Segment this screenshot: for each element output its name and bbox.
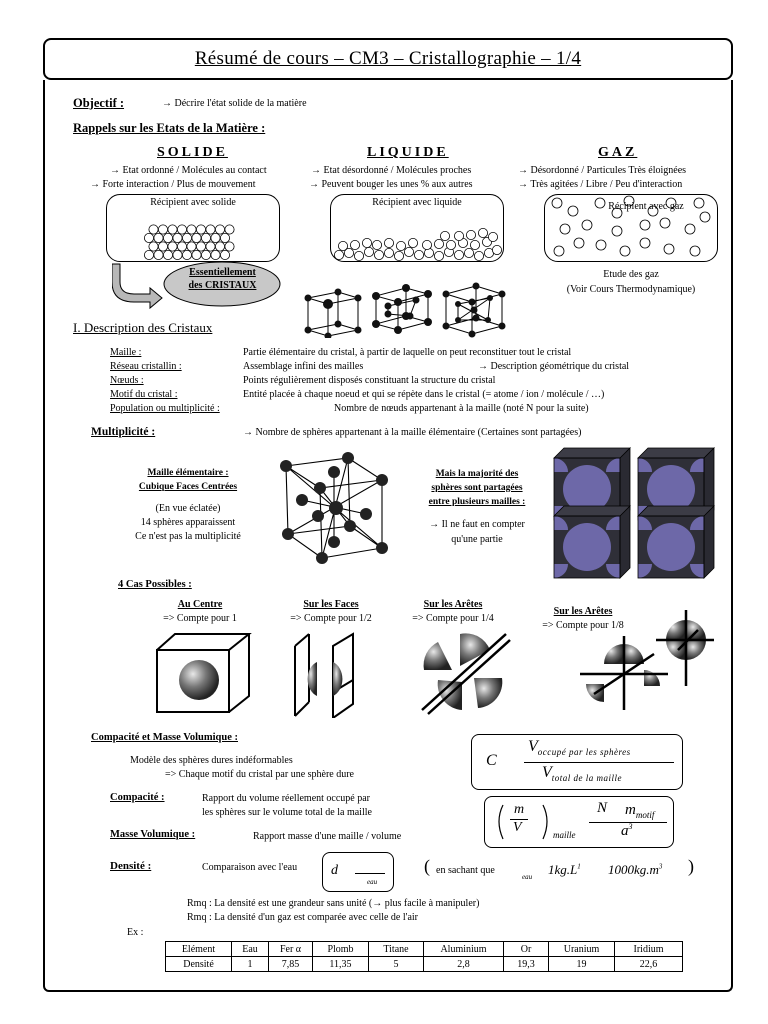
- multiplicite-label: Multiplicité :: [91, 426, 156, 438]
- case-faces: [276, 598, 386, 626]
- case-aretes: [398, 598, 508, 626]
- gaz-note: [544, 267, 718, 297]
- container-gaz: [544, 194, 718, 262]
- solide-line2: → Forte interaction / Plus de mouvement: [90, 179, 256, 190]
- solid-particle: [192, 250, 201, 259]
- case-aretes-title: Sur les Arêtes: [423, 599, 483, 610]
- hint-open-paren: (: [424, 856, 430, 876]
- solid-particle: [201, 250, 210, 259]
- case-aretes-text: => Compte pour 1/4: [412, 613, 494, 624]
- hint-v2: [608, 862, 662, 878]
- hint-close-paren: ): [688, 856, 694, 876]
- title-box: [43, 38, 733, 80]
- solid-particle: [187, 242, 196, 251]
- liquid-particle: [334, 250, 343, 259]
- densite-bar: [355, 873, 385, 874]
- liquid-particle: [396, 241, 405, 250]
- def-text-maille: Partie élémentaire du cristal, à partir de laquelle on peut reconstituer tout le cristal: [243, 347, 572, 358]
- liquid-particle: [440, 231, 449, 240]
- maille-desc2: 14 sphères apparaissent: [140, 517, 236, 528]
- rmq1: Rmq : La densité est une grandeur sans unité (→ plus facile à manipuler): [187, 898, 480, 909]
- majority-desc: [412, 517, 542, 547]
- table-cell: 19,3: [504, 957, 549, 972]
- liquid-particle: [384, 238, 393, 247]
- compacite-line1: Rapport du volume réellement occupé par: [202, 793, 370, 804]
- table-header-row: [166, 942, 683, 957]
- liquid-particle: [350, 240, 359, 249]
- solide-line1: → Etat ordonné / Molécules au contact: [110, 165, 267, 176]
- majority-l1: Mais la majorité des: [435, 469, 519, 479]
- solid-particle: [163, 233, 172, 242]
- solid-particle: [196, 242, 205, 251]
- model-line2: => Chaque motif du cristal par une sphère dure: [165, 769, 354, 780]
- rho-a-val: a: [621, 823, 629, 839]
- def-text-motif: Entité placée à chaque noeud et qui se répète dans le cristal (= atome / ion / molécule / …): [243, 389, 605, 400]
- formula-num-sub: occupé par les sphères: [537, 747, 631, 758]
- solid-particle: [177, 225, 186, 234]
- liquid-particle: [464, 248, 473, 257]
- liquid-particle: [404, 247, 413, 256]
- container-liquide: [330, 194, 504, 262]
- liquid-particle: [492, 245, 501, 254]
- maille-desc1: (En vue éclatée): [155, 503, 221, 514]
- case-sommets-title: Sur les Arêtes: [553, 606, 613, 617]
- case-faces-title: Sur les Faces: [303, 599, 359, 610]
- table-header-cell: Aluminium: [424, 942, 504, 957]
- hint-v2-val: 1000kg.m: [608, 862, 659, 877]
- solid-particle: [182, 250, 191, 259]
- liquide-line1: → Etat désordonné / Molécules proches: [311, 165, 472, 176]
- formula-den-v: V: [542, 764, 552, 781]
- liquid-particle: [466, 230, 475, 239]
- ellipse-line2: des CRISTAUX: [188, 280, 257, 291]
- solid-particle: [158, 225, 167, 234]
- rho-v: V: [513, 820, 522, 835]
- liquid-particle: [372, 240, 381, 249]
- liquid-particle: [454, 231, 463, 240]
- liquid-particle: [446, 240, 455, 249]
- densite-d-sub: eau: [367, 878, 378, 886]
- solid-particle: [154, 250, 163, 259]
- formula-c: C: [486, 752, 497, 769]
- formula-den-sub: total de la maille: [551, 773, 623, 784]
- liquid-particle: [384, 248, 393, 257]
- container-solide-label: Récipient avec solide: [150, 197, 236, 208]
- page-title: Résumé de cours – CM3 – Cristallographie – 1/4: [194, 48, 582, 69]
- table-cell: 7,85: [269, 957, 313, 972]
- majority-l3: entre plusieurs mailles :: [428, 497, 526, 507]
- maille-title1: Maille élémentaire :: [147, 468, 229, 478]
- liquid-particle: [364, 247, 373, 256]
- def-text-noeuds: Points régulièrement disposés constituant la structure du cristal: [243, 375, 496, 386]
- table-cell: 5: [369, 957, 424, 972]
- fcc-exploded-diagram: [272, 450, 400, 570]
- densite-text: Comparaison avec l'eau: [202, 862, 298, 873]
- liquide-title: LIQUIDE: [367, 145, 449, 160]
- solid-particle: [182, 233, 191, 242]
- ellipse-line1: Essentiellement: [189, 267, 256, 278]
- solid-particle: [149, 225, 158, 234]
- liquid-particles: [331, 195, 505, 263]
- case-center-title: Au Centre: [177, 599, 223, 610]
- liquid-particle: [362, 238, 371, 247]
- liquid-particle: [374, 250, 383, 259]
- solid-particle: [158, 242, 167, 251]
- liquid-particle: [354, 251, 363, 260]
- solid-particle: [144, 250, 153, 259]
- densite-label: Densité :: [110, 860, 152, 872]
- def-term-maille: Maille :: [110, 347, 142, 358]
- liquid-particle: [394, 251, 403, 260]
- hint-v1-val: 1kg.L: [548, 862, 578, 877]
- table-cell: Densité: [166, 957, 232, 972]
- density-formula-box: [484, 796, 674, 848]
- majority-l4: → Il ne faut en compter: [429, 519, 525, 530]
- def-term-reseau: Réseau cristallin :: [110, 361, 182, 372]
- solide-title: SOLIDE: [157, 145, 228, 160]
- def-term-noeuds: Nœuds :: [110, 375, 144, 386]
- case-sommets-drawing: [574, 610, 714, 716]
- mv-label: Masse Volumique :: [110, 829, 196, 840]
- rho-a: [621, 822, 633, 840]
- maille-desc: [113, 502, 263, 544]
- table-cell: 11,35: [313, 957, 369, 972]
- solid-particle: [154, 233, 163, 242]
- formula-num-v: V: [528, 738, 538, 755]
- hint-v2-exp: 3: [658, 862, 663, 871]
- solid-particle: [215, 225, 224, 234]
- liquid-particle: [434, 251, 443, 260]
- solid-particle: [149, 242, 158, 251]
- hint-sub: eau: [522, 873, 533, 881]
- table-cell: 22,6: [615, 957, 683, 972]
- compacite-label: Compacité :: [110, 792, 165, 803]
- gaz-note1: Etude des gaz: [603, 269, 659, 280]
- densite-d: d: [331, 863, 338, 878]
- container-gaz-label: Récipient avec gaz: [608, 201, 684, 212]
- def-term-population: Population ou multiplicité :: [110, 403, 220, 414]
- solid-particle: [187, 225, 196, 234]
- liquid-particle: [408, 238, 417, 247]
- density-table: [165, 941, 683, 972]
- solid-particle: [225, 225, 234, 234]
- table-header-cell: Or: [504, 942, 549, 957]
- maille-desc3: Ce n'est pas la multiplicité: [135, 531, 241, 542]
- majority-l5: qu'une partie: [451, 534, 503, 545]
- rho-m: m: [514, 802, 525, 817]
- gaz-line1: → Désordonné / Particules Très éloignées: [518, 165, 687, 176]
- majority-l2: sphères sont partagées: [431, 483, 523, 493]
- solid-particle: [196, 225, 205, 234]
- def-text-reseau: Assemblage infini des mailles: [243, 361, 364, 372]
- case-center-text: => Compte pour 1: [163, 613, 237, 624]
- gaz-note2: (Voir Cours Thermodynamique): [566, 284, 696, 295]
- table-cell: 1: [232, 957, 269, 972]
- table-header-cell: Iridium: [615, 942, 683, 957]
- rho-mm-m: m: [625, 802, 636, 818]
- compacite-heading: Compacité et Masse Volumique :: [91, 732, 238, 743]
- cristaux-ellipse: [165, 266, 280, 292]
- solid-particle: [192, 233, 201, 242]
- table-header-cell: Eau: [232, 942, 269, 957]
- liquid-particle: [474, 251, 483, 260]
- solid-particle: [144, 233, 153, 242]
- solid-particle: [225, 242, 234, 251]
- solid-particle: [173, 250, 182, 259]
- hint-text: en sachant que: [436, 865, 495, 876]
- maille-title2: Cubique Faces Centrées: [138, 482, 238, 492]
- case-faces-text: => Compte pour 1/2: [290, 613, 372, 624]
- compacite-formula-box: [471, 734, 683, 790]
- table-header-cell: Fer α: [269, 942, 313, 957]
- shared-cells-diagram: [550, 446, 718, 580]
- solid-particle: [168, 225, 177, 234]
- rho-n: N: [597, 800, 608, 816]
- description-heading: I. Description des Cristaux: [73, 320, 213, 335]
- case-faces-drawing: [293, 632, 363, 718]
- model-line1: Modèle des sphères dures indéformables: [130, 755, 293, 766]
- solid-particle: [215, 242, 224, 251]
- solid-particle: [211, 250, 220, 259]
- def-term-motif: Motif du cristal :: [110, 389, 178, 400]
- cases-heading: 4 Cas Possibles :: [118, 579, 192, 590]
- multiplicite-text: → Nombre de sphères appartenant à la maille élémentaire (Certaines sont partagées): [243, 427, 582, 438]
- gaz-line2: → Très agitées / Libre / Peu d'interaction: [518, 179, 683, 190]
- liquid-particle: [422, 240, 431, 249]
- crystal-lattices: [298, 280, 513, 338]
- table-header-cell: Plomb: [313, 942, 369, 957]
- solid-particle: [177, 242, 186, 251]
- container-liquide-label: Récipient avec liquide: [372, 197, 462, 208]
- def-extra-reseau: → Description géométrique du cristal: [478, 361, 630, 372]
- rho-sub: maille: [553, 830, 576, 840]
- solid-particle: [163, 250, 172, 259]
- liquid-particle: [414, 250, 423, 259]
- rho-parentheses: [493, 801, 563, 847]
- liquid-particle: [454, 250, 463, 259]
- liquid-particle: [478, 228, 487, 237]
- liquid-particle: [338, 241, 347, 250]
- solid-particle: [168, 242, 177, 251]
- table-header-cell: Titane: [369, 942, 424, 957]
- table-header-cell: Uranium: [549, 942, 615, 957]
- formula-fraction-bar: [524, 762, 674, 763]
- gaz-title: GAZ: [598, 145, 638, 160]
- hint-v1: [548, 862, 581, 878]
- formula-num: [528, 738, 631, 757]
- liquide-line2: → Peuvent bouger les unes % aux autres: [309, 179, 473, 190]
- solid-particle: [220, 233, 229, 242]
- table-cell: 19: [549, 957, 615, 972]
- objective-text: → Décrire l'état solide de la matière: [162, 98, 307, 109]
- solid-particle: [220, 250, 229, 259]
- compacite-line2: les sphères sur le volume total de la maille: [202, 807, 372, 818]
- case-center: [150, 598, 250, 626]
- solid-particles: [107, 195, 281, 263]
- rho-mm: [625, 802, 654, 820]
- solid-particle: [201, 233, 210, 242]
- liquid-particle: [434, 239, 443, 248]
- table-header-cell: Elément: [166, 942, 232, 957]
- rappels-heading: Rappels sur les Etats de la Matière :: [73, 121, 266, 135]
- def-text-population: Nombre de nœuds appartenant à la maille (noté N pour la suite): [334, 403, 589, 414]
- densite-formula-box: [322, 852, 394, 892]
- ex-label: Ex :: [127, 927, 144, 938]
- case-sommets-text: => Compte pour 1/8: [542, 620, 624, 631]
- solid-particle: [211, 233, 220, 242]
- objective-label: Objectif :: [73, 96, 125, 110]
- maille-title: [113, 466, 263, 494]
- solid-particle: [206, 225, 215, 234]
- container-solide: [106, 194, 280, 262]
- case-center-drawing: [155, 632, 255, 714]
- solid-particle: [206, 242, 215, 251]
- table-row: [166, 957, 683, 972]
- majority-title: [412, 467, 542, 509]
- solid-particle: [173, 233, 182, 242]
- rho-a-exp: 3: [628, 822, 633, 831]
- rho-mm-sub: motif: [635, 810, 655, 820]
- hint-v1-exp: 1: [577, 862, 581, 871]
- liquid-particle: [470, 240, 479, 249]
- table-cell: 2,8: [424, 957, 504, 972]
- formula-den: [542, 764, 622, 783]
- mv-text: Rapport masse d'une maille / volume: [253, 831, 402, 842]
- rmq2: Rmq : La densité d'un gaz est comparée avec celle de l'air: [187, 912, 419, 923]
- case-aretes-drawing: [418, 628, 512, 720]
- liquid-particle: [488, 232, 497, 241]
